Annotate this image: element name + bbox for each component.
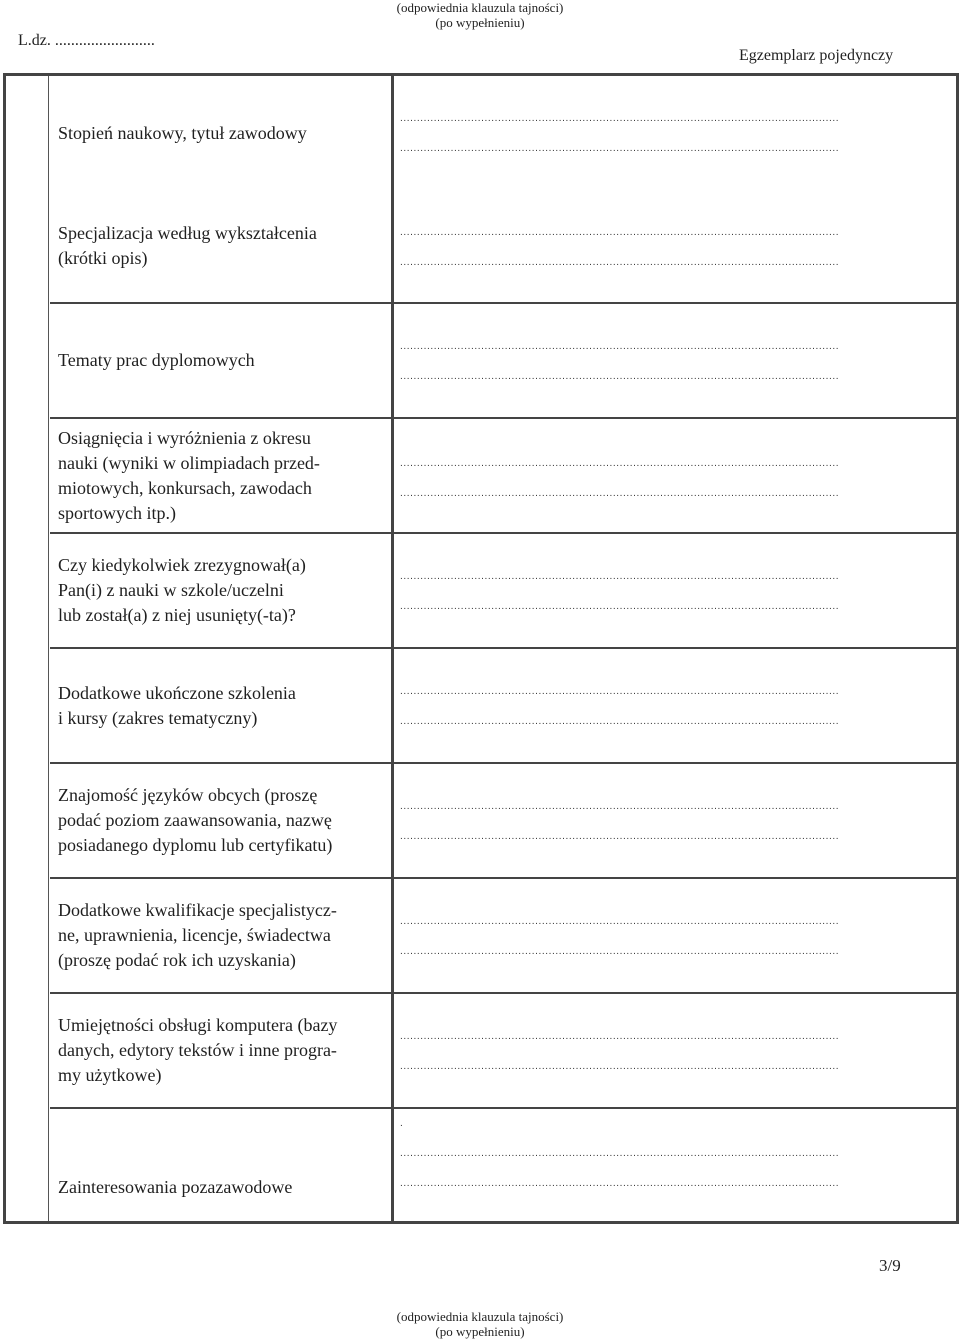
answer-line-training-2[interactable]: ..................................................................................................................................: [400, 717, 840, 727]
row-label-dropout: Czy kiedykolwiek zrezygnował(a) Pan(i) z nauki w szkole/uczelni lub został(a) z niej usunięty(-ta)?: [58, 555, 306, 625]
form-row-specialization: [50, 190, 956, 304]
page-number: 3/9: [879, 1256, 901, 1275]
copy-type-label: Egzemplarz pojedynczy: [739, 47, 894, 64]
form-row-degree: [50, 76, 956, 190]
answer-line-thesis-2[interactable]: ..................................................................................................................................: [400, 372, 840, 382]
row-label-degree: Stopień naukowy, tytuł zawodowy: [58, 122, 307, 143]
education-form-table: [3, 73, 959, 1224]
row-label-training: Dodatkowe ukończone szkolenia i kursy (zakres tematyczny): [58, 682, 296, 728]
answer-line-dropout-2[interactable]: ..................................................................................................................................: [400, 602, 840, 612]
answer-line-specialization-1[interactable]: ..................................................................................................................................: [400, 228, 840, 238]
row-label-achievements: Osiągnięcia i wyróżnienia z okresu nauki (wyniki w olimpiadach przed- miotowych, konkursach, zawodach sportowych itp.): [58, 427, 320, 523]
row-label-qualifications: Dodatkowe kwalifikacje specjalistycz- ne, uprawnienia, licencje, świadectwa (proszę podać rok ich uzyskania): [58, 900, 337, 970]
answer-line-achievements-2[interactable]: ..................................................................................................................................: [400, 489, 840, 499]
form-row-computer-skills: [50, 994, 956, 1109]
row-label-interests: Zainteresowania pozazawodowe: [58, 1176, 293, 1197]
header-fill-note: (po wypełnieniu): [435, 15, 525, 30]
answer-line-languages-2[interactable]: ..................................................................................................................................: [400, 832, 840, 842]
form-row-languages: [50, 764, 956, 879]
form-row-qualifications: [50, 879, 956, 994]
answer-line-qualifications-2[interactable]: ..................................................................................................................................: [400, 947, 840, 957]
row-label-languages: Znajomość języków obcych (proszę podać poziom zaawansowania, nazwę posiadanego dyplomu lub certyfikatu): [58, 785, 333, 855]
answer-line-degree-2[interactable]: ..................................................................................................................................: [400, 144, 840, 154]
answer-line-interests-0[interactable]: .: [400, 1119, 404, 1129]
answer-line-interests-2[interactable]: ..................................................................................................................................: [400, 1179, 840, 1189]
footer-clause-note: (odpowiednia klauzula tajności): [396, 1309, 564, 1324]
answer-line-achievements-1[interactable]: ..................................................................................................................................: [400, 459, 840, 469]
footer-fill-note: (po wypełnieniu): [435, 1324, 525, 1339]
answer-line-qualifications-1[interactable]: ..................................................................................................................................: [400, 917, 840, 927]
answer-line-degree-1[interactable]: ..................................................................................................................................: [400, 114, 840, 124]
reference-number-field[interactable]: L.dz. .........................: [18, 32, 155, 49]
answer-line-dropout-1[interactable]: ..................................................................................................................................: [400, 572, 840, 582]
form-row-dropout: [50, 534, 956, 649]
form-row-training: [50, 649, 956, 764]
answer-line-training-1[interactable]: ..................................................................................................................................: [400, 687, 840, 697]
answer-line-computer-skills-2[interactable]: ..................................................................................................................................: [400, 1062, 840, 1072]
answer-line-specialization-2[interactable]: ..................................................................................................................................: [400, 258, 840, 268]
left-margin-strip: [6, 76, 49, 1221]
row-label-specialization: Specjalizacja według wykształcenia (krótki opis): [58, 223, 317, 268]
answer-line-computer-skills-1[interactable]: ..................................................................................................................................: [400, 1032, 840, 1042]
row-label-computer-skills: Umiejętności obsługi komputera (bazy danych, edytory tekstów i inne progra- my użytkowe): [58, 1015, 338, 1085]
row-label-thesis: Tematy prac dyplomowych: [58, 350, 255, 370]
header-clause-note: (odpowiednia klauzula tajności): [396, 0, 564, 15]
answer-line-thesis-1[interactable]: ..................................................................................................................................: [400, 342, 840, 352]
answer-line-interests-1[interactable]: ..................................................................................................................................: [400, 1149, 840, 1159]
answer-line-languages-1[interactable]: ..................................................................................................................................: [400, 802, 840, 812]
form-row-thesis: [50, 304, 956, 419]
form-row-achievements: [50, 419, 956, 534]
form-row-interests: [50, 1109, 956, 1221]
